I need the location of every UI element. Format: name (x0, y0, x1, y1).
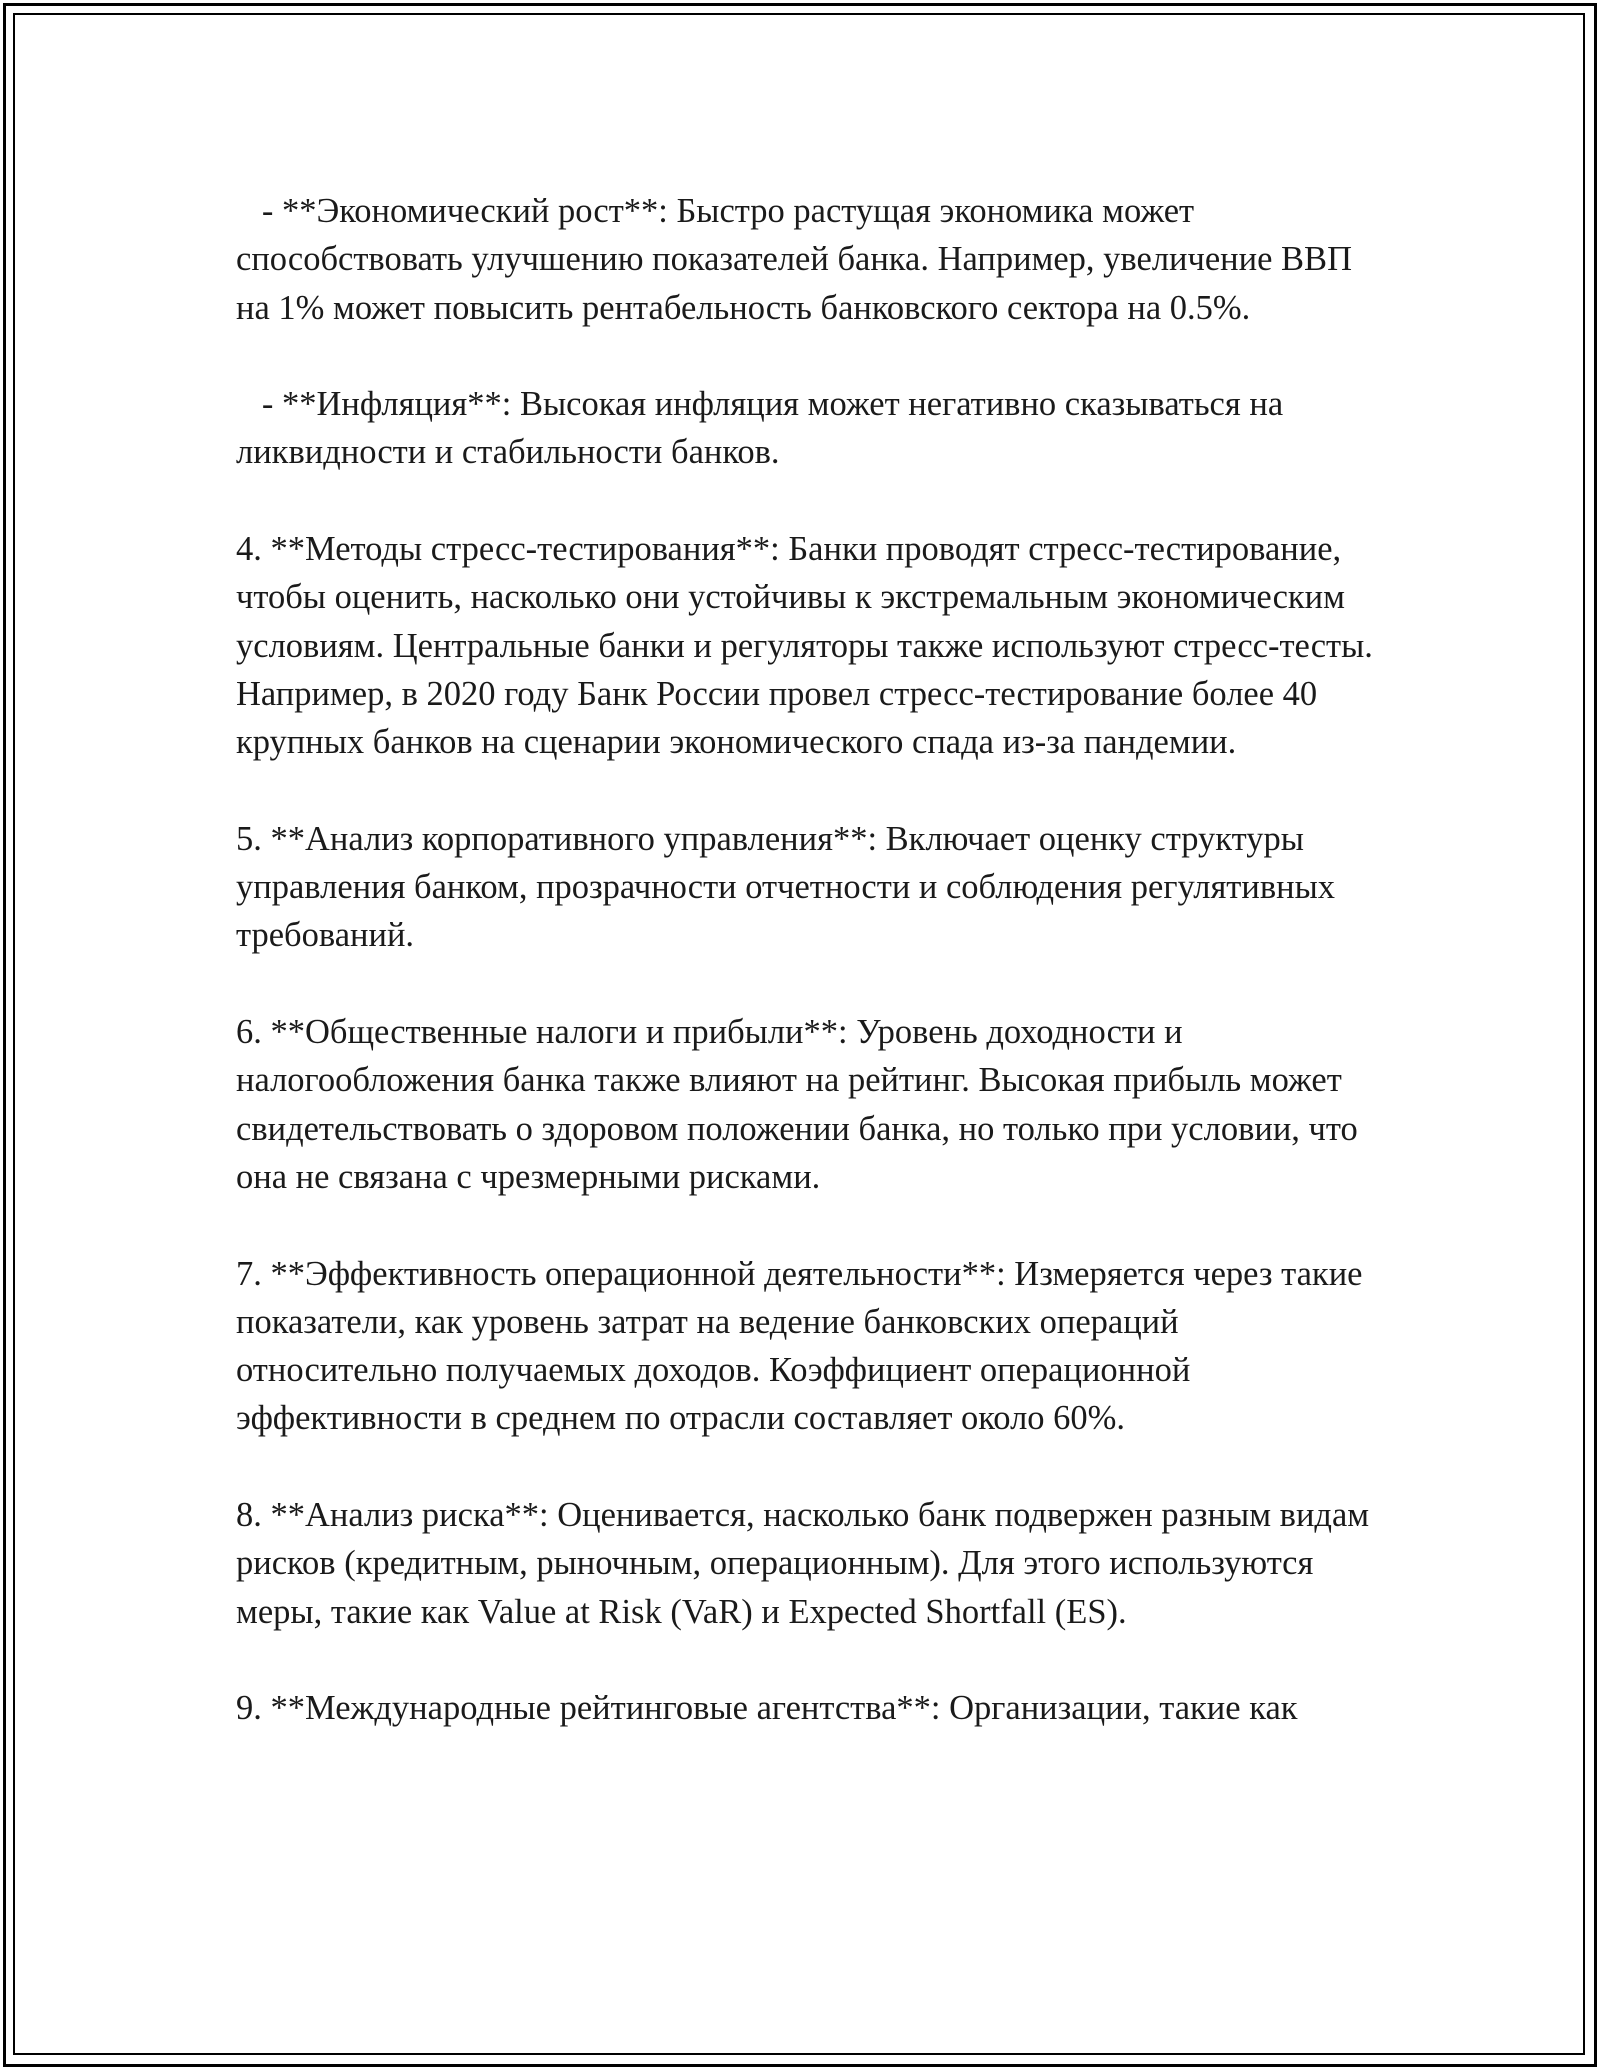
paragraph-risk-analysis: 8. **Анализ риска**: Оценивается, насколько банк подвержен разным видам рисков (кредитным, рыночным, операционным). Для этого используются меры, такие как Value at Risk (VaR) и Expected Shortfall (ES). (236, 1496, 1378, 1631)
paragraph-operational-efficiency: 7. **Эффективность операционной деятельности**: Измеряется через такие показатели, как уровень затрат на ведение банковских операций относительно получаемых доходов. Коэффициент операционной эффективности в среднем по отрасли составляет около 60%. (236, 1254, 1372, 1438)
paragraph-inflation: - **Инфляция**: Высокая инфляция может негативно сказываться на ликвидности и стабильности банков. (236, 385, 1292, 472)
document-body (236, 187, 1386, 1733)
paragraph-stress-testing: 4. **Методы стресс-тестирования**: Банки проводят стресс-тестирование, чтобы оценить, насколько они устойчивы к экстремальным экономическим условиям. Центральные банки и регуляторы также используют стресс-тесты. Например, в 2020 году Банк России провел стресс-тестирование более 40 крупных банков на сценарии экономического спада из-за пандемии. (236, 530, 1382, 762)
paragraph-taxes-profits: 6. **Общественные налоги и прибыли**: Уровень доходности и налогообложения банка также влияют на рейтинг. Высокая прибыль может свидетельствовать о здоровом положении банка, но только при условии, что она не связана с чрезмерными рисками. (236, 1013, 1367, 1196)
paragraph-corporate-governance: 5. **Анализ корпоративного управления**: Включает оценку структуры управления банком, прозрачности отчетности и соблюдения регулятивных требований. (236, 819, 1344, 955)
paragraph-rating-agencies: 9. **Международные рейтинговые агентства**: Организации, такие как (236, 1689, 1298, 1728)
paragraph-economic-growth: - **Экономический рост**: Быстро растущая экономика может способствовать улучшению показателей банка. Например, увеличение ВВП на 1% может повысить рентабельность банковского сектора на 0.5%. (236, 192, 1361, 327)
